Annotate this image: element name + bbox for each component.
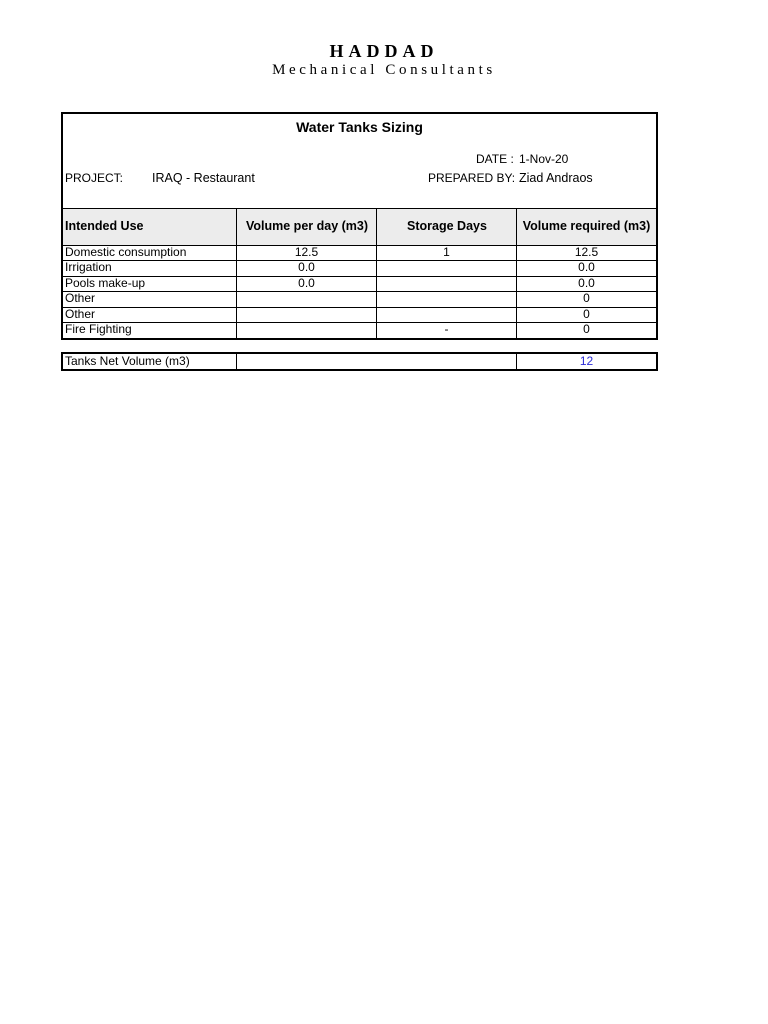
company-name: HADDAD: [329, 41, 439, 61]
row-volume-required: 0: [583, 291, 590, 305]
row-storage-days: [377, 260, 516, 275]
date-value: 1-Nov-20: [519, 152, 569, 166]
header-volume-per-day: Volume per day (m3): [245, 219, 369, 233]
total-label: Tanks Net Volume (m3): [65, 354, 190, 368]
row-use: Other: [65, 291, 96, 305]
row-use: Domestic consumption: [65, 245, 187, 259]
date-label: DATE :: [476, 152, 514, 166]
row-volume-required: 0.0: [578, 260, 595, 274]
row-volume-required: 0: [583, 307, 590, 321]
row-storage-days: [377, 291, 516, 306]
sizing-sheet: [61, 112, 658, 340]
row-volume-per-day: 0.0: [298, 260, 315, 274]
row-volume-per-day: 12.5: [294, 245, 319, 259]
row-storage-days: [377, 307, 516, 322]
header-storage-days: Storage Days: [407, 219, 487, 233]
prepared-by-value: Ziad Andraos: [519, 171, 593, 185]
prepared-by-label: PREPARED BY:: [428, 171, 516, 185]
company-subtitle: Mechanical Consultants: [272, 62, 496, 78]
row-volume-required: 0.0: [578, 276, 595, 290]
tanks-net-volume-row: [61, 352, 658, 371]
total-value: 12: [579, 354, 594, 368]
sheet-title: Water Tanks Sizing: [296, 119, 423, 135]
row-volume-per-day: [237, 322, 376, 337]
row-volume-required: 12.5: [574, 245, 599, 259]
row-volume-required: 0: [583, 322, 590, 336]
row-storage-days: 1: [443, 245, 450, 259]
row-storage-days: -: [444, 322, 449, 336]
header-volume-required: Volume required (m3): [522, 219, 651, 233]
row-use: Pools make-up: [65, 276, 146, 290]
project-label: PROJECT:: [65, 171, 124, 185]
project-value: IRAQ - Restaurant: [152, 171, 255, 185]
row-volume-per-day: [237, 307, 376, 322]
grid-line: [236, 354, 237, 369]
row-volume-per-day: 0.0: [298, 276, 315, 290]
row-volume-per-day: [237, 291, 376, 306]
row-use: Irrigation: [65, 260, 112, 274]
row-use: Fire Fighting: [65, 322, 132, 336]
row-use: Other: [65, 307, 96, 321]
header-intended-use: Intended Use: [65, 219, 144, 233]
row-storage-days: [377, 276, 516, 291]
